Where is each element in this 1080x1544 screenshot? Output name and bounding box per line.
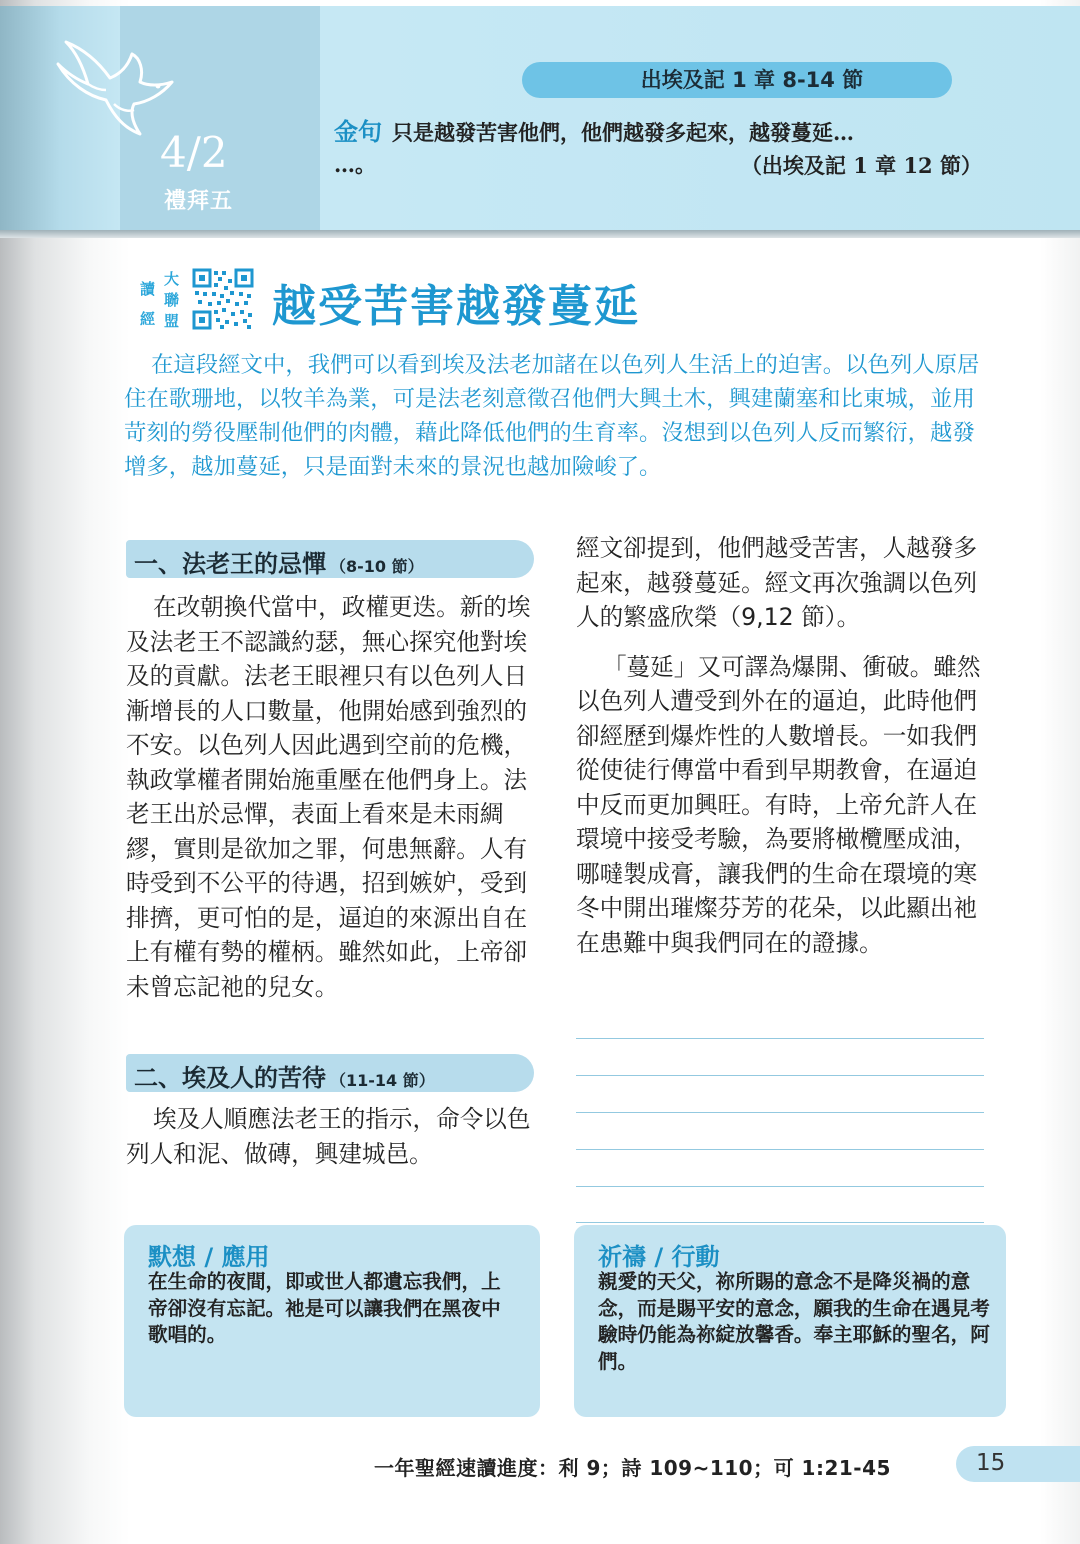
badge-char: 盟: [164, 312, 180, 330]
section1-heading-text: 一、法老王的忌憚: [134, 550, 326, 578]
key-verse-line2: …。: [334, 152, 376, 177]
right-column-para2: 「蔓延」又可譯為爆開、衝破。雖然以色列人遭受到外在的逼迫，此時他們卻經歷到爆炸性的人數增長。一如我們從使徒行傳當中看到早期教會，在逼迫中反而更加興旺。有時，上帝允許人在環境中接受考驗，為要將橄欖壓成油，哪噠製成膏，讓我們的生命在環境的寒冬中開出璀燦芬芳的花朵，以此顯出祂在患難中與我們同在的證據。: [576, 652, 981, 957]
badge-char: 聯: [164, 291, 180, 309]
right-column: [576, 531, 984, 960]
section1-heading: [134, 544, 424, 579]
note-line[interactable]: [576, 1149, 984, 1150]
note-line[interactable]: [576, 1186, 984, 1187]
section2-heading: [134, 1058, 435, 1093]
note-line[interactable]: [576, 1222, 984, 1223]
key-verse-line1: 只是越發苦害他們，他們越發多起來，越發蔓延…: [392, 120, 854, 145]
dove-icon: [48, 24, 178, 154]
intro-text: 在這段經文中，我們可以看到埃及法老加諸在以色列人生活上的迫害。以色列人原居住在歌珊地，以牧羊為業，可是法老刻意徵召他們大興土木，興建蘭塞和比東城，並用苛刻的勞役壓制他們的肉體，藉此降低他們的生育率。沒想到以色列人反而繁衍，越發增多，越加蔓延，只是面對未來的景況也越加險峻了。: [124, 352, 980, 480]
meditation-box: [124, 1225, 540, 1417]
prayer-text: 親愛的天父，祢所賜的意念不是降災禍的意念，而是賜平安的意念，願我的生命在遇見考驗時仍能為祢綻放馨香。奉主耶穌的聖名，阿們。: [598, 1270, 990, 1373]
key-verse-label: 金句: [334, 118, 382, 146]
section1-verses: （8-10 節）: [330, 557, 424, 576]
badge-char: 大: [164, 270, 180, 288]
key-verse-reference: （出埃及記 1 章 12 節）: [740, 153, 982, 178]
header-shadow: [0, 230, 1080, 238]
section2-verses: （11-14 節）: [330, 1071, 435, 1090]
right-column-para1: 經文卻提到，他們越受苦害，人越發多起來，越發蔓延。經文再次強調以色列人的繁盛欣榮（9,12 節）。: [576, 534, 978, 631]
intro-paragraph: [124, 348, 984, 484]
section2-heading-text: 二、埃及人的苦待: [134, 1064, 326, 1092]
section2-heading-bar: [126, 1054, 534, 1092]
section1-heading-bar: [126, 540, 534, 578]
section2-text: 埃及人順應法老王的指示，命令以色列人和泥、做磚，興建城邑。: [126, 1105, 531, 1168]
scripture-reference: 出埃及記 1 章 8-14 節: [522, 62, 952, 98]
date-text: 4/2: [160, 128, 228, 177]
weekday-text: 禮拜五: [164, 189, 234, 214]
page-title: 越受苦害越發蔓延: [272, 281, 640, 332]
page-number-pill: [956, 1446, 1080, 1482]
badge-char: 讀: [140, 280, 156, 298]
meditation-text: 在生命的夜間，即或世人都遺忘我們，上帝卻沒有忘記。祂是可以讓我們在黑夜中歌唱的。: [148, 1270, 501, 1346]
prayer-title: 祈禱 / 行動: [598, 1243, 720, 1271]
note-line[interactable]: [576, 1112, 984, 1113]
section1-body: [126, 590, 534, 1004]
page-number: 15: [976, 1450, 1006, 1476]
reading-progress: 一年聖經速讀進度：利 9；詩 109~110；可 1:21-45: [374, 1456, 891, 1480]
note-line[interactable]: [576, 1075, 984, 1076]
meditation-title: 默想 / 應用: [148, 1243, 270, 1271]
qr-code-icon[interactable]: [192, 268, 254, 330]
reading-alliance-label: [138, 268, 186, 330]
badge-char: 經: [140, 310, 156, 328]
note-line[interactable]: [576, 1038, 984, 1039]
section1-text: 在改朝換代當中，政權更迭。新的埃及法老王不認識約瑟，無心探究他對埃及的貢獻。法老王眼裡只有以色列人日漸增長的人口數量，他開始感到強烈的不安。以色列人因此遇到空前的危機，執政掌權者開始施重壓在他們身上。法老王出於忌憚，表面上看來是未雨綢繆，實則是欲加之罪，何患無辭。人有時受到不公平的待遇，招到嫉妒，受到排擠，更可怕的是，逼迫的來源出自在上有權有勢的權柄。雖然如此，上帝卻未曾忘記祂的兒女。: [126, 593, 531, 1001]
section2-body: [126, 1102, 534, 1171]
prayer-box: [574, 1225, 1006, 1417]
